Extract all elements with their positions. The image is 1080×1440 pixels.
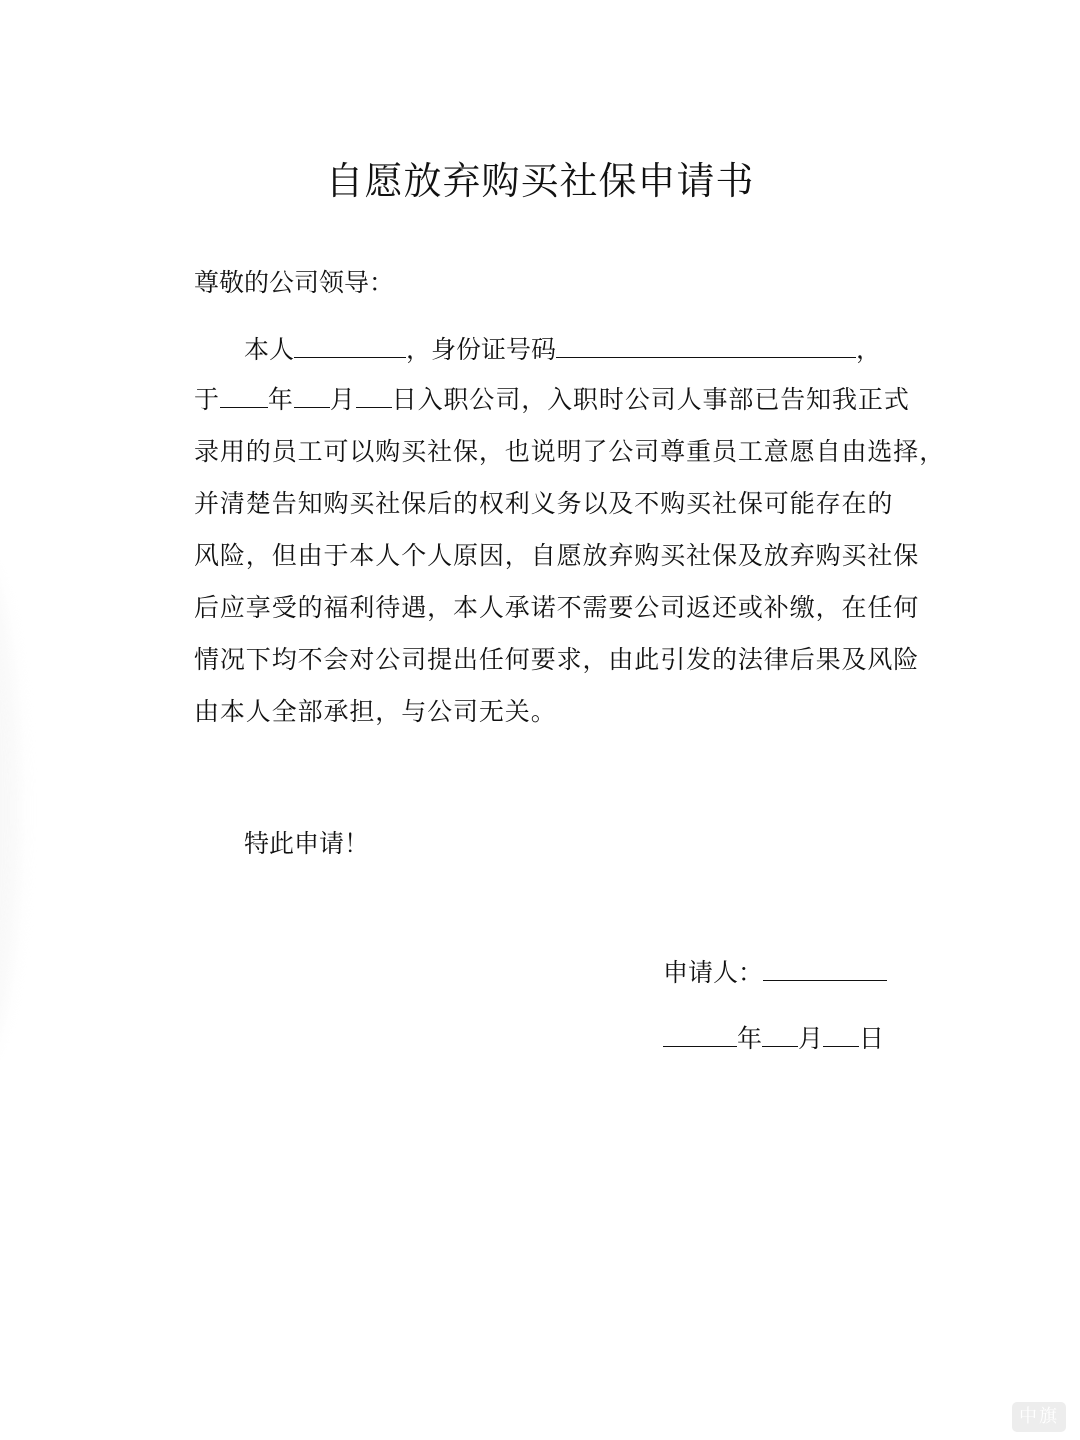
self-label: 本人 (244, 335, 295, 364)
sign-year-label: 年 (737, 1024, 763, 1053)
applicant-info-line (244, 332, 881, 368)
entry-month-blank[interactable] (294, 383, 330, 408)
salutation: 尊敬的公司领导： (194, 268, 395, 297)
comma: ， (856, 335, 882, 364)
entry-rest-text: 日入职公司，入职时公司人事部已告知我正式 (391, 385, 910, 414)
applicant-signature-blank[interactable] (763, 956, 887, 981)
signature-date-line (663, 1021, 884, 1057)
entry-day-blank[interactable] (356, 383, 392, 408)
entry-prefix: 于 (194, 385, 220, 414)
sign-day-label: 日 (859, 1024, 885, 1053)
sign-month-blank[interactable] (762, 1022, 798, 1047)
id-number-blank[interactable] (556, 333, 856, 358)
name-blank[interactable] (294, 333, 406, 358)
entry-month-label: 月 (329, 385, 356, 414)
watermark-badge: 中旗 (1012, 1402, 1066, 1432)
body-paragraph-line: 录用的员工可以购买社保，也说明了公司尊重员工意愿自由选择， (194, 437, 946, 466)
document-title: 自愿放弃购买社保申请书 (325, 159, 755, 203)
id-number-label: ，身份证号码 (406, 335, 557, 364)
body-paragraph-line: 并清楚告知购买社保后的权利义务以及不购买社保可能存在的 (194, 489, 894, 518)
body-paragraph-line: 情况下均不会对公司提出任何要求，由此引发的法律后果及风险 (194, 645, 920, 674)
page-edge-shadow (0, 560, 20, 1060)
body-paragraph-line: 由本人全部承担，与公司无关。 (194, 697, 557, 726)
body-paragraph-line: 风险，但由于本人个人原因，自愿放弃购买社保及放弃购买社保 (194, 541, 920, 570)
sign-year-blank[interactable] (663, 1022, 737, 1047)
body-paragraph-line: 后应享受的福利待遇，本人承诺不需要公司返还或补缴，在任何 (194, 593, 920, 622)
entry-year-blank[interactable] (220, 383, 268, 408)
entry-date-line (194, 382, 910, 418)
sign-month-label: 月 (798, 1024, 824, 1053)
applicant-label: 申请人： (663, 958, 764, 987)
closing-statement: 特此申请！ (244, 829, 370, 858)
entry-year-label: 年 (267, 385, 294, 414)
sign-day-blank[interactable] (823, 1022, 859, 1047)
applicant-signature-line (663, 955, 887, 991)
